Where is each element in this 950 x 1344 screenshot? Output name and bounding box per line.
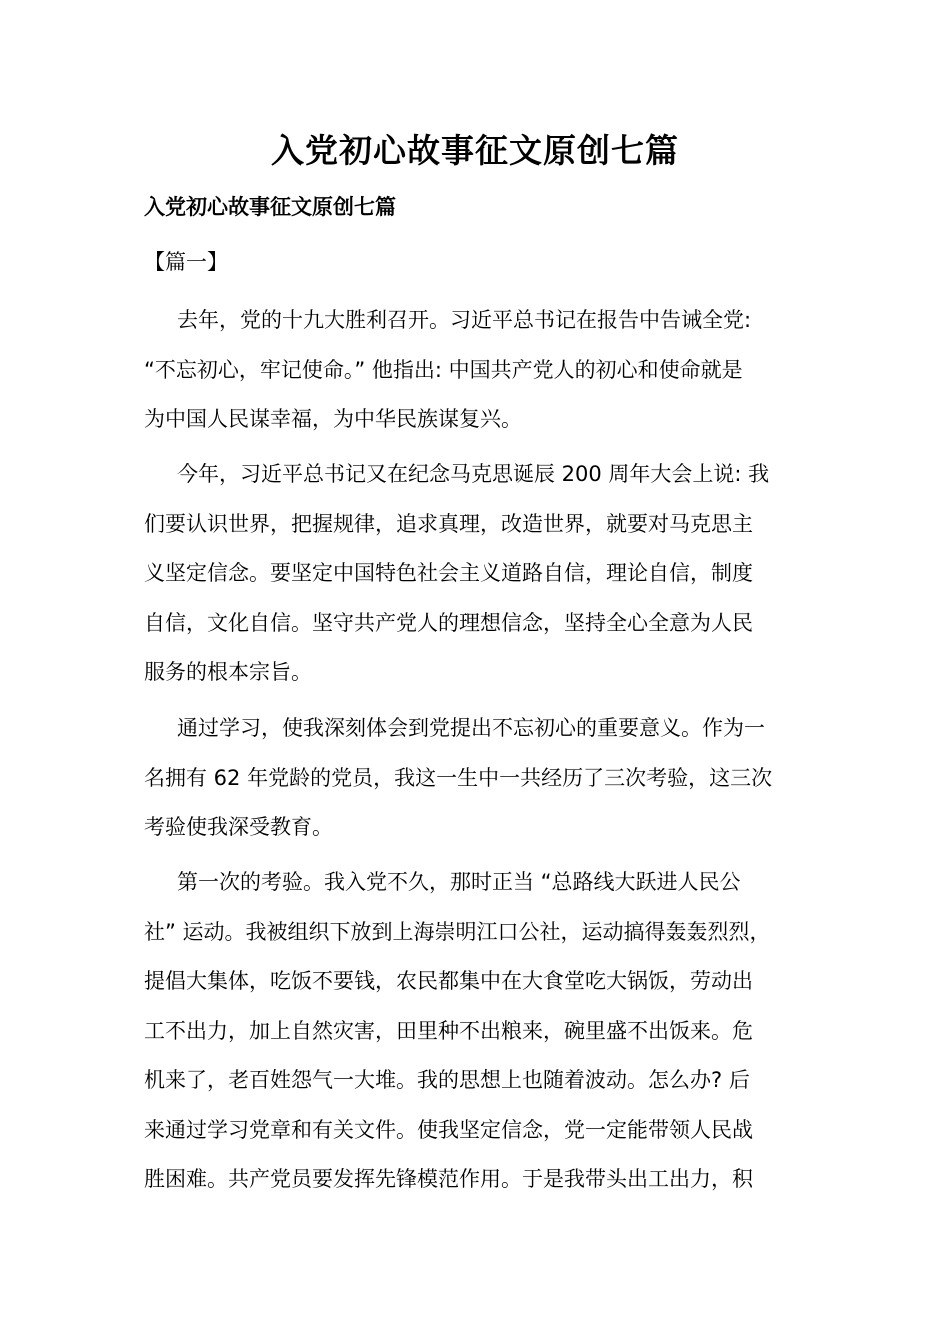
paragraph-line: 自信，文化自信。坚守共产党人的理想信念，坚持全心全意为人民 xyxy=(144,610,753,635)
paragraph-line: 来通过学习党章和有关文件。使我坚定信念，党一定能带领人民战 xyxy=(144,1117,753,1142)
paragraph-line: 提倡大集体，吃饭不要钱，农民都集中在大食堂吃大锅饭，劳动出 xyxy=(144,969,753,993)
paragraph-line: 们要认识世界，把握规律，追求真理，改造世界，就要对马克思主 xyxy=(144,511,753,536)
paragraph-1 xyxy=(144,296,810,445)
paragraph-line: 第一次的考验。我入党不久，那时正当 “总路线大跃进人民公 xyxy=(177,870,741,894)
paragraph-line: 为中国人民谋幸福，为中华民族谋复兴。 xyxy=(144,407,522,431)
paragraph-line: 义坚定信念。要坚定中国特色社会主义道路自信，理论自信，制度 xyxy=(144,561,753,585)
paragraph-line: 今年，习近平总书记又在纪念马克思诞辰 200 周年大会上说: 我 xyxy=(177,462,770,486)
document-title: 入党初心故事征文原创七篇 xyxy=(271,131,679,170)
paragraph-line: 通过学习，使我深刻体会到党提出不忘初心的重要意义。作为一 xyxy=(177,716,765,740)
paragraph-line: 服务的根本宗旨。 xyxy=(144,660,312,684)
paragraph-line: 考验使我深受教育。 xyxy=(144,815,333,839)
paragraph-line: 胜困难。共产党员要发挥先锋模范作用。于是我带头出工出力，积 xyxy=(144,1167,753,1191)
paragraph-line: 社” 运动。我被组织下放到上海崇明江口公社，运动搞得轰轰烈烈， xyxy=(144,919,771,944)
paragraph-line: 去年，党的十九大胜利召开。习近平总书记在报告中告诫全党: xyxy=(177,308,752,332)
paragraph-line: 机来了，老百姓怨气一大堆。我的思想上也随着波动。怎么办? 后 xyxy=(144,1068,750,1092)
paragraph-2 xyxy=(144,450,810,698)
document-subtitle: 入党初心故事征文原创七篇 xyxy=(144,195,396,219)
paragraph-line: “不忘初心，牢记使命。” 他指出: 中国共产党人的初心和使命就是 xyxy=(144,357,743,382)
paragraph-3 xyxy=(144,704,810,853)
paragraph-line: 名拥有 62 年党龄的党员，我这一生中一共经历了三次考验，这三次 xyxy=(144,765,773,790)
section-label: 【篇一】 xyxy=(144,250,228,274)
paragraph-4 xyxy=(144,858,810,1205)
paragraph-line: 工不出力，加上自然灾害，田里种不出粮来，碗里盛不出饭来。危 xyxy=(144,1018,753,1043)
